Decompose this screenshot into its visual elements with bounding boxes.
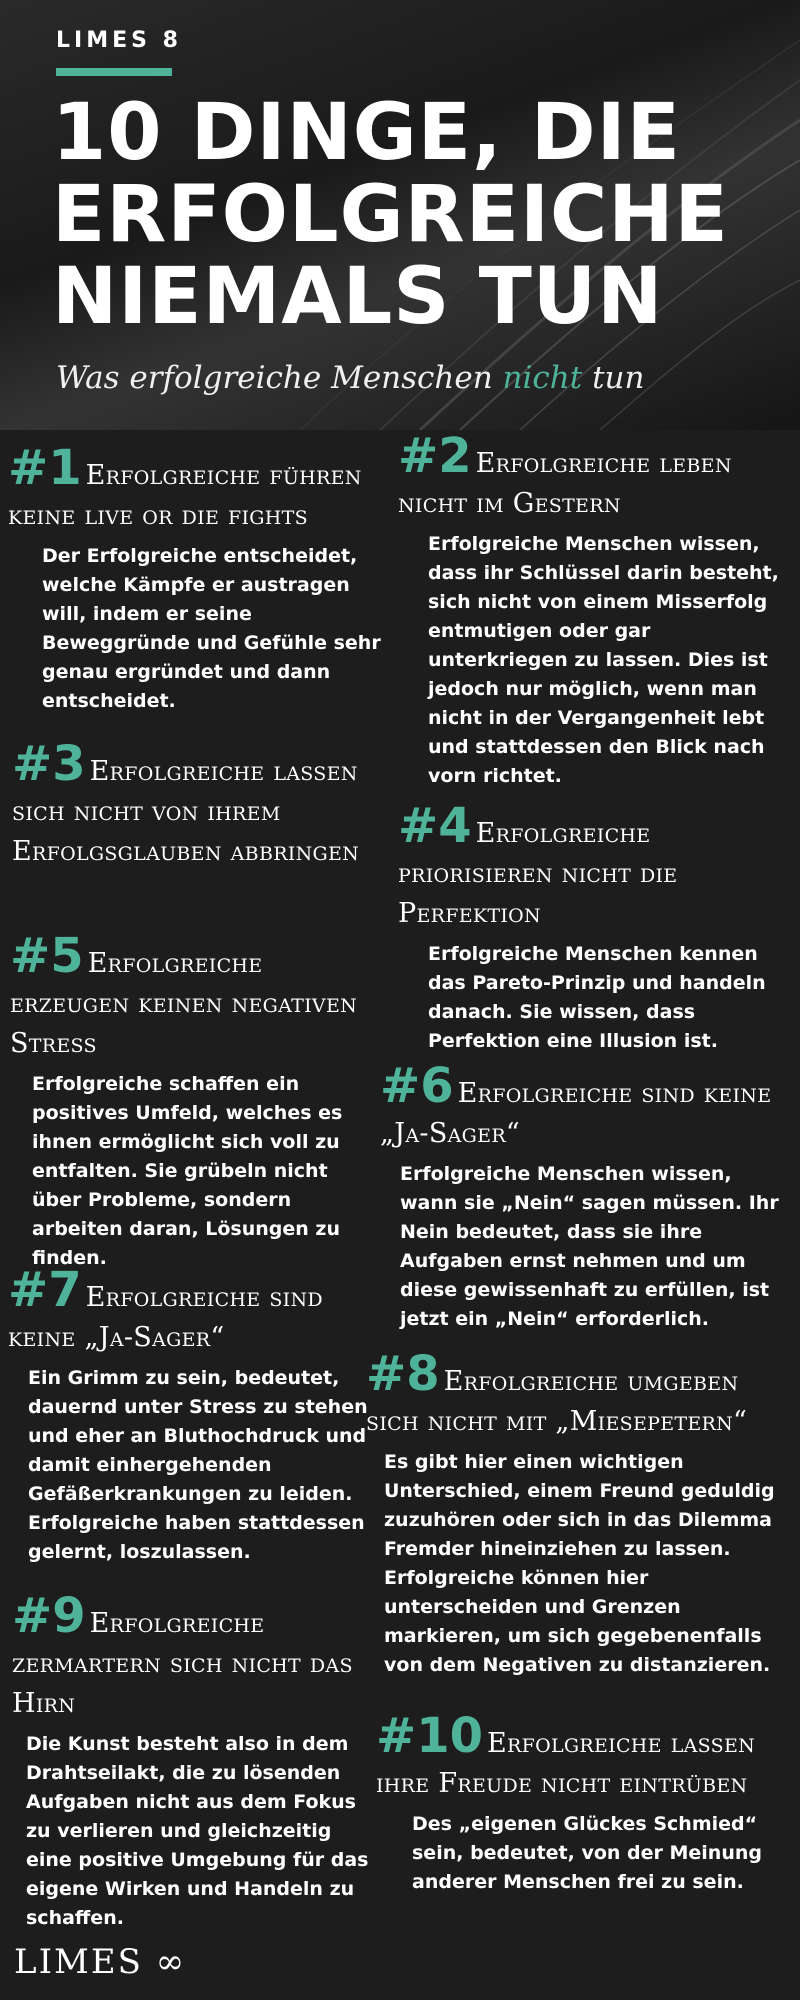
item-title: Erfolgreiche führen keine live or die fights [8, 460, 362, 531]
item-heading [380, 1058, 780, 1154]
footer-logo: LIMES ∞ [14, 1942, 187, 1982]
subtitle-before: Was erfolgreiche Menschen [56, 360, 503, 396]
item-title: Erfolgreiche lassen sich nicht von ihrem Erfolgsglauben abbringen [12, 756, 360, 867]
item-heading [398, 798, 788, 934]
item-number: #10 [376, 1708, 484, 1764]
item-number: #4 [398, 798, 472, 854]
item-number: #6 [380, 1058, 454, 1114]
item-body: Ein Grimm zu sein, bedeutet, dauernd unter Stress zu stehen und eher an Bluthochdruck und damit einhergehenden Gefäßerkrankungen zu leiden. Erfolgreiche haben stattdessen gelernt, loszulassen. [28, 1367, 368, 1563]
title-line-1: 10 DINGE, DIE [52, 88, 681, 178]
item-title: Erfolgreiche zermartern sich nicht das Hirn [12, 1608, 353, 1719]
title-line-2: ERFOLGREICHE [52, 170, 729, 260]
item-number: #3 [12, 736, 86, 792]
item-7 [8, 1262, 378, 1567]
item-heading [398, 428, 788, 524]
item-heading [376, 1708, 780, 1804]
item-heading [10, 928, 380, 1064]
item-title: Erfolgreiche sind keine „Ja-Sager“ [8, 1282, 323, 1353]
item-heading [8, 1262, 378, 1358]
item-4 [398, 798, 788, 1056]
brand-label: LIMES 8 [56, 28, 182, 53]
item-title: Erfolgreiche leben nicht im Gestern [398, 448, 732, 519]
subtitle [56, 360, 644, 396]
subtitle-after: tun [582, 360, 645, 396]
item-title: Erfolgreiche umgeben sich nicht mit „Miesepetern“ [366, 1366, 748, 1437]
item-number: #2 [398, 428, 472, 484]
item-body: Der Erfolgreiche entscheidet, welche Kämpfe er austragen will, indem er seine Beweggründe und Gefühle sehr genau ergründet und dann entscheidet. [42, 545, 381, 712]
item-body: Erfolgreiche schaffen ein positives Umfeld, welches es ihnen ermöglicht sich voll zu entfalten. Sie grübeln nicht über Probleme, sondern arbeiten daran, Lösungen zu finden. [32, 1073, 343, 1269]
item-number: #8 [366, 1346, 440, 1402]
item-1 [8, 440, 388, 716]
item-body: Erfolgreiche Menschen wissen, wann sie „Nein“ sagen müssen. Ihr Nein bedeutet, dass sie ihre Aufgaben ernst nehmen und um diese gewissenhaft zu erfüllen, ist jetzt ein „Nein“ erforderlich. [400, 1163, 779, 1330]
item-body: Des „eigenen Glückes Schmied“ sein, bedeutet, von der Meinung anderer Menschen frei zu sein. [412, 1813, 762, 1893]
item-number: #9 [12, 1588, 86, 1644]
item-6 [380, 1058, 780, 1334]
item-body: Erfolgreiche Menschen kennen das Pareto-Prinzip und handeln danach. Sie wissen, dass Perfektion eine Illusion ist. [428, 943, 766, 1052]
item-number: #5 [10, 928, 84, 984]
item-5 [10, 928, 380, 1273]
item-title: Erfolgreiche priorisieren nicht die Perfektion [398, 818, 678, 929]
item-title: Erfolgreiche sind keine „Ja-Sager“ [380, 1078, 772, 1149]
page-title [52, 88, 772, 342]
item-number: #7 [8, 1262, 82, 1318]
title-line-3: NIEMALS TUN [52, 252, 664, 342]
item-body: Erfolgreiche Menschen wissen, dass ihr Schlüssel darin besteht, sich nicht von einem Misserfolg entmutigen oder gar unterkriegen zu lassen. Dies ist jedoch nur möglich, wenn man nicht in der Vergangenheit lebt und stattdessen den Blick nach vorn richtet. [428, 533, 779, 787]
brand-underline [56, 68, 172, 76]
item-9 [12, 1588, 372, 1933]
item-8 [366, 1346, 786, 1680]
item-title: Erfolgreiche erzeugen keinen negativen Stress [10, 948, 358, 1059]
item-10 [376, 1708, 780, 1897]
item-number: #1 [8, 440, 82, 496]
item-body: Es gibt hier einen wichtigen Unterschied, einem Freund geduldig zuzuhören oder sich in das Dilemma Fremder hineinziehen zu lassen. Erfolgreiche können hier unterscheiden und Grenzen markieren, um sich gegebenenfalls von dem Negativen zu distanzieren. [384, 1451, 775, 1676]
item-heading [12, 736, 392, 872]
header-banner [0, 0, 800, 430]
item-body: Die Kunst besteht also in dem Drahtseilakt, die zu lösenden Aufgaben nicht aus dem Fokus zu verlieren und gleichzeitig eine positive Umgebung für das eigene Wirken und Handeln zu schaffen. [26, 1733, 369, 1929]
item-heading [366, 1346, 786, 1442]
item-2 [398, 428, 788, 791]
subtitle-accent: nicht [502, 360, 583, 396]
item-heading [8, 440, 388, 536]
item-3 [12, 736, 392, 872]
item-title: Erfolgreiche lassen ihre Freude nicht eintrüben [376, 1728, 756, 1799]
item-heading [12, 1588, 372, 1724]
